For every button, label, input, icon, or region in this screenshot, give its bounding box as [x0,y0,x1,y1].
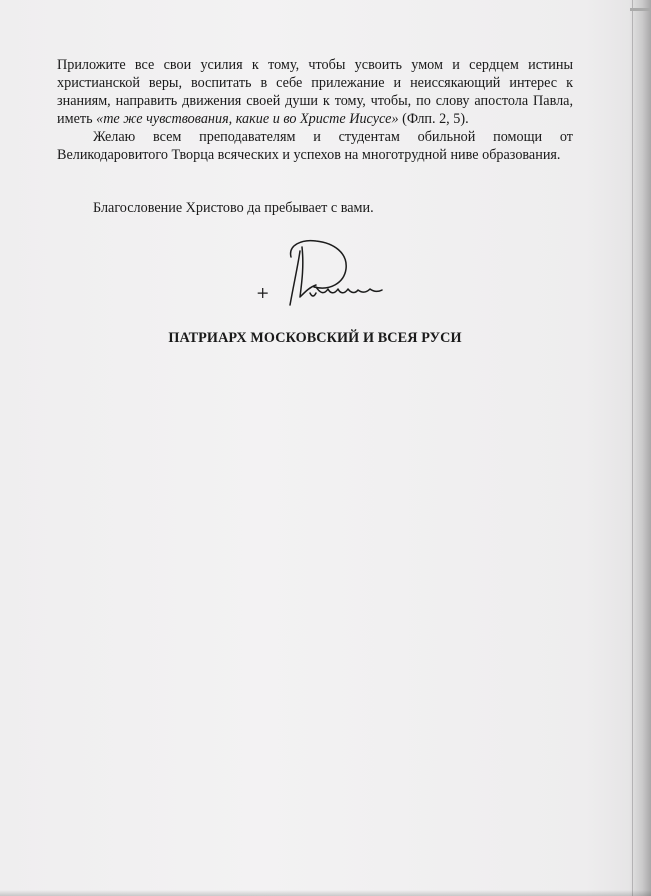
letter-body [57,56,573,164]
signatory-title: ПАТРИАРХ МОСКОВСКИЙ И ВСЕЯ РУСИ [168,330,462,346]
paragraph-2: Желаю всем преподавателям и студентам обильной помощи от Великодаровитого Творца всяческих и успехов на многотрудной ниве образования. [57,129,573,163]
page-bottom-shadow [0,890,651,896]
page-edge-mark [630,8,651,11]
scripture-reference: (Флп. 2, 5). [398,111,469,127]
paragraph-1 [57,56,573,128]
blessing-line: Благословение Христово да пребывает с вами. [93,200,374,216]
paragraph-1-text: Приложите все свои усилия к тому, чтобы усвоить умом и сердцем истины христианской веры, воспитать в себе прилежание и неиссякающий интерес к знаниям, направить движения своей души к тому, чтобы, по слову апостола Павла, иметь [57,57,573,127]
scripture-quote: «те же чувствования, какие и во Христе Иисусе» [96,111,399,127]
handwritten-signature [250,235,390,315]
page-edge-shadow [629,0,651,896]
cross-mark: + [256,283,270,302]
